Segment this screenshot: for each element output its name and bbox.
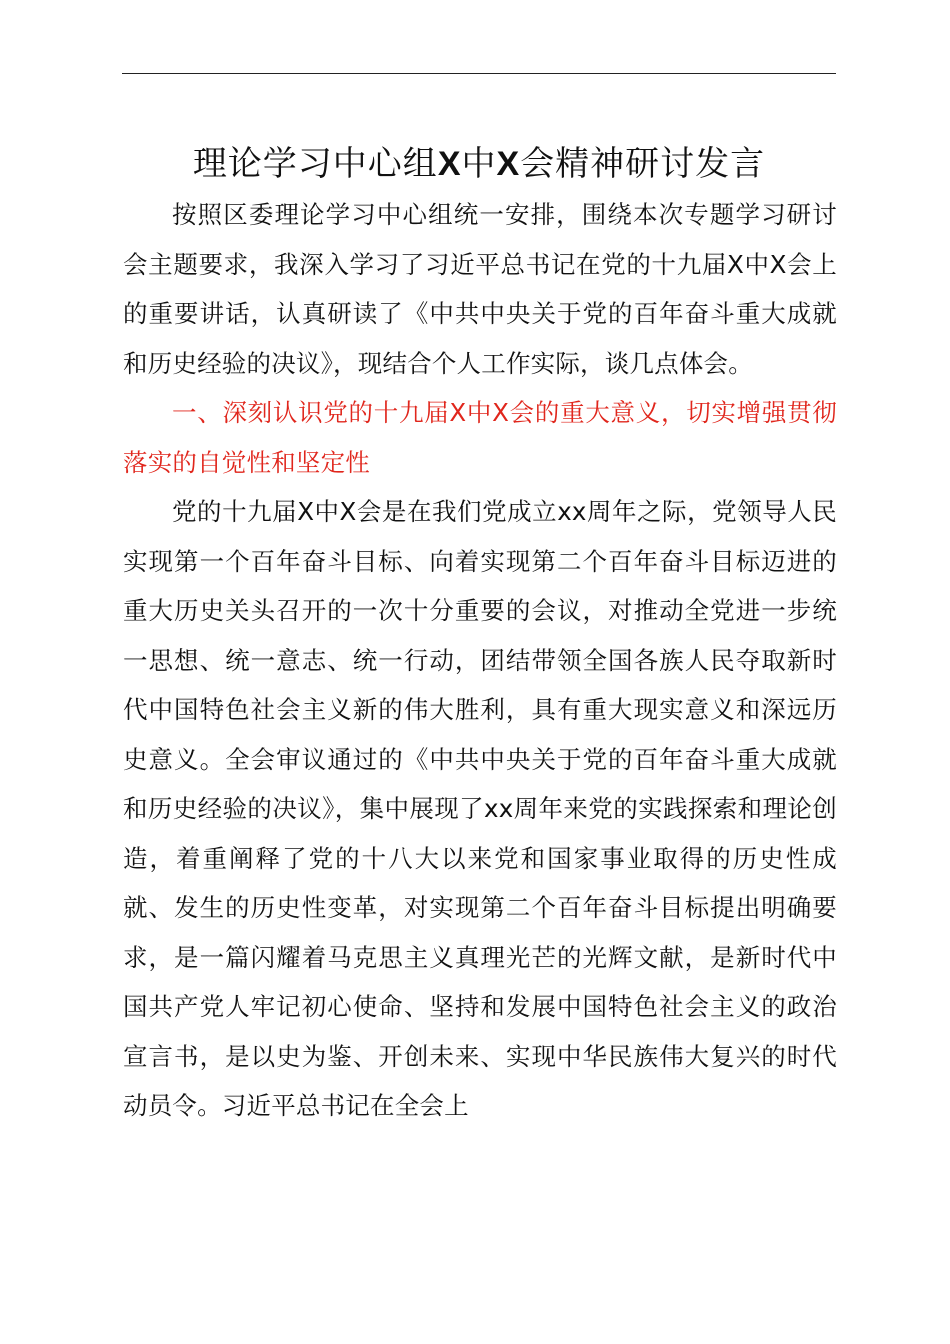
title-part-1: 理论学习中心组 — [192, 144, 438, 184]
title-part-2: X — [437, 145, 462, 183]
section-1-paragraph: 党的十九届X中X会是在我们党成立xx周年之际，党领导人民实现第一个百年奋斗目标、向着实现第二个百年奋斗目标迈进的重大历史关头召开的一次十分重要的会议，对推动全党进一步统一思想、统一意志、统一行动，团结带领全国各族人民夺取新时代中国特色社会主义新的伟大胜利，具有重大现实意义和深远历史意义。全会审议通过的《中共中央关于党的百年奋斗重大成就和历史经验的决议》，集中展现了xx周年来党的实践探索和理论创造，着重阐释了党的十八大以来党和国家事业取得的历史性成就、发生的历史性变革，对实现第二个百年奋斗目标提出明确要求，是一篇闪耀着马克思主义真理光芒的光辉文献，是新时代中国共产党人牢记初心使命、坚持和发展中国特色社会主义的政治宣言书，是以史为鉴、开创未来、实现中华民族伟大复兴的时代动员令。习近平总书记在全会上 — [123, 497, 837, 1120]
document-body — [123, 190, 837, 1131]
header-rule — [122, 73, 836, 74]
document-title — [122, 138, 836, 190]
intro-paragraph: 按照区委理论学习中心组统一安排，围绕本次专题学习研讨会主题要求，我深入学习了习近平总书记在党的十九届X中X会上的重要讲话，认真研读了《中共中央关于党的百年奋斗重大成就和历史经验的决议》，现结合个人工作实际，谈几点体会。 — [123, 200, 837, 378]
title-part-3: 中 — [461, 144, 497, 184]
title-part-5: 会精神研讨发言 — [520, 144, 766, 184]
section-heading-1: 一、深刻认识党的十九届X中X会的重大意义，切实增强贯彻落实的自觉性和坚定性 — [123, 398, 837, 477]
title-part-4: X — [496, 145, 521, 183]
